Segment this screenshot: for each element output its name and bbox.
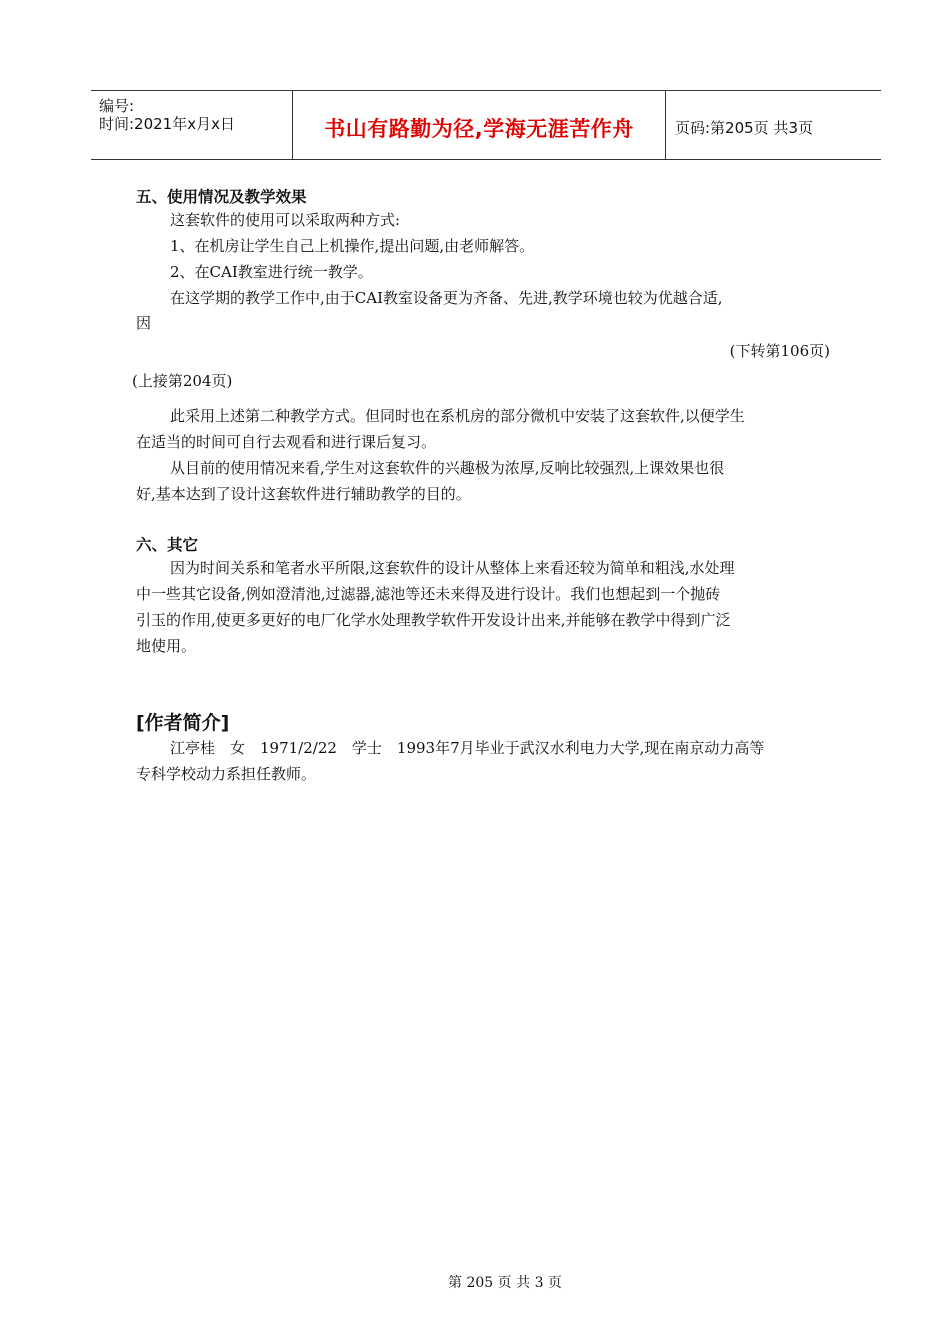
section5-paragraph: 在适当的时间可自行去观看和进行课后复习。 xyxy=(136,433,437,451)
section5-paragraph: 从目前的使用情况来看,学生对这套软件的兴趣极为浓厚,反响比较强烈,上课效果也很 xyxy=(170,459,725,477)
section5-list-item: 2、在CAI教室进行统一教学。 xyxy=(170,263,373,281)
section5-paragraph: 因 xyxy=(136,314,152,332)
header-meta-cell xyxy=(91,91,293,159)
section6-paragraph: 中一些其它设备,例如澄清池,过滤器,滤池等还未来得及进行设计。我们也想起到一个抛砖 xyxy=(136,585,721,603)
section5-paragraph: 此采用上述第二种教学方式。但同时也在系机房的部分微机中安装了这套软件,以便学生 xyxy=(170,407,745,425)
section5-paragraph: 好,基本达到了设计这套软件进行辅助教学的目的。 xyxy=(136,485,471,503)
section6-paragraph: 地使用。 xyxy=(136,637,197,655)
section6-paragraph: 引玉的作用,使更多更好的电厂化学水处理教学软件开发设计出来,并能够在教学中得到广泛 xyxy=(136,611,731,629)
header-page-cell xyxy=(666,91,881,159)
page-header xyxy=(91,90,881,160)
continued-to-note: (下转第106页) xyxy=(729,342,830,360)
author-bio: 专科学校动力系担任教师。 xyxy=(136,765,317,783)
header-motto-cell xyxy=(293,91,666,159)
number-label: 编号: xyxy=(99,97,135,115)
section5-heading: 五、使用情况及教学效果 xyxy=(136,188,307,206)
section6-paragraph: 因为时间关系和笔者水平所限,这套软件的设计从整体上来看还较为简单和粗浅,水处理 xyxy=(170,559,735,577)
motto-text: 书山有路勤为径,学海无涯苦作舟 xyxy=(324,117,634,141)
section5-paragraph: 在这学期的教学工作中,由于CAI教室设备更为齐备、先进,教学环境也较为优越合适, xyxy=(170,289,723,307)
page-info: 页码:第205页 共3页 xyxy=(675,119,813,137)
author-bio: 江亭桂 女 1971/2/22 学士 1993年7月毕业于武汉水利电力大学,现在南京动力高等 xyxy=(170,739,765,757)
section6-heading: 六、其它 xyxy=(136,536,199,554)
page-footer: 第 205 页 共 3 页 xyxy=(448,1275,562,1291)
continued-from-note: (上接第204页) xyxy=(132,372,233,390)
section5-paragraph: 这套软件的使用可以采取两种方式: xyxy=(170,211,401,229)
author-heading: [作者简介] xyxy=(136,712,230,734)
time-label: 时间:2021年x月x日 xyxy=(99,115,235,133)
section5-list-item: 1、在机房让学生自己上机操作,提出问题,由老师解答。 xyxy=(170,237,535,255)
